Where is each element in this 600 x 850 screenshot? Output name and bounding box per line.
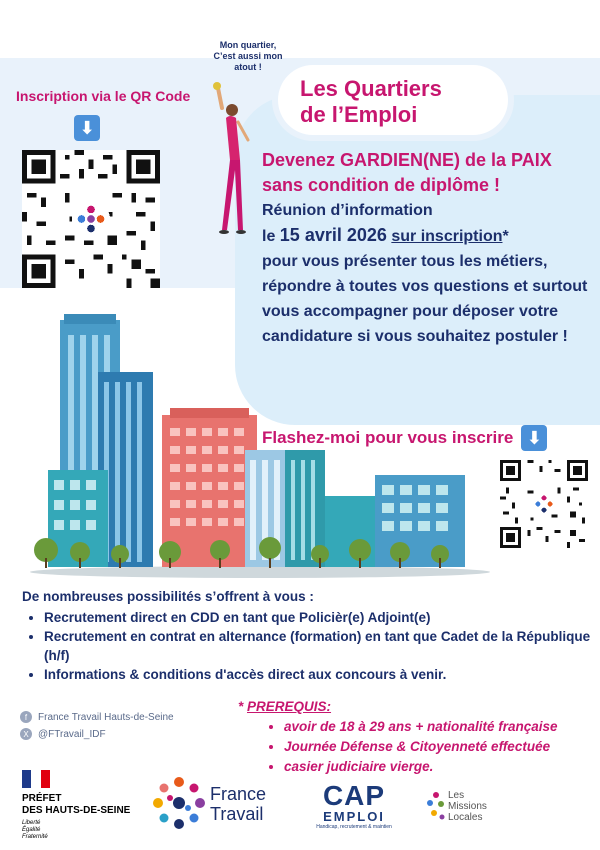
list-item: • avoir de 18 à 29 ans + nationalité française — [284, 717, 598, 737]
qr-code-registration[interactable] — [22, 150, 160, 288]
prerequisites-heading — [238, 697, 598, 717]
cap-word: CAP — [322, 780, 386, 811]
arrow-down-icon: ⬇ — [521, 425, 547, 451]
prereq-star: * — [238, 699, 248, 714]
ft-word-1: France — [210, 784, 267, 804]
facebook-handle: France Travail Hauts-de-Seine — [38, 711, 174, 723]
prerequisites-list — [238, 717, 598, 777]
opportunities-list — [22, 608, 592, 684]
marianne-flag-icon — [22, 770, 50, 788]
cap-emploi-logo — [308, 782, 400, 830]
motto-3: Fraternité — [22, 834, 48, 840]
ml-word-1: Les — [448, 790, 465, 801]
list-item: • Informations & conditions d'accès direct aux concours à venir. — [44, 665, 592, 684]
ml-word-3: Locales — [448, 812, 483, 823]
list-item: • Journée Défense & Citoyenneté effectuée — [284, 737, 598, 757]
qr-code-label: Inscription via le QR Code — [16, 88, 191, 104]
prefet-line-1: PRÉFET — [22, 793, 62, 804]
opportunities-intro: De nombreuses possibilités s’offrent à vous : — [22, 589, 314, 604]
title-line-1: Les Quartiers — [300, 76, 442, 101]
motto-1: Liberté — [22, 820, 41, 826]
x-link[interactable] — [20, 728, 106, 740]
inscription-link[interactable]: sur inscription — [391, 228, 503, 245]
missions-locales-logo-icon — [425, 790, 447, 822]
x-icon: X — [20, 728, 32, 740]
list-item: • casier judiciaire vierge. — [284, 757, 598, 777]
asterisk: * — [502, 228, 509, 245]
headline-line-2: sans condition de diplôme ! — [262, 175, 501, 195]
qr-code-flash[interactable] — [500, 460, 588, 548]
main-body: pour vous présenter tous les métiers, répondre à toutes vos questions et surtout vous accompagner pour déposer votre candidature si vous souhaitez postuler ! — [262, 253, 588, 345]
prefet-motto — [22, 820, 152, 841]
title-line-2: de l’Emploi — [300, 102, 418, 127]
page-title — [300, 76, 500, 128]
france-travail-logo-icon — [150, 774, 208, 832]
missions-locales-logo-text — [448, 790, 487, 823]
cap-tagline: Handicap, recrutement & maintien — [316, 824, 392, 830]
facebook-link[interactable] — [20, 711, 174, 723]
headline-line-1: Devenez GARDIEN(NE) de la PAIX — [262, 150, 552, 170]
speech-bubble: Mon quartier, C’est aussi mon atout ! — [213, 40, 283, 72]
emploi-word: EMPLOI — [323, 809, 385, 824]
event-date: 15 avril 2026 — [279, 225, 387, 245]
france-travail-logo-text — [210, 784, 266, 824]
opportunities-section — [22, 587, 592, 684]
list-item: • Recrutement en contrat en alternance (formation) en tant que Cadet de la République (h/f) — [44, 627, 592, 665]
arrow-down-icon: ⬇ — [74, 115, 100, 141]
ft-word-2: Travail — [210, 804, 264, 824]
flash-text: Flashez-moi pour vous inscrire — [262, 428, 514, 447]
prefet-logo — [22, 770, 152, 841]
list-item: • Recrutement direct en CDD en tant que Policièr(e) Adjoint(e) — [44, 608, 592, 627]
facebook-icon: f — [20, 711, 32, 723]
date-line — [262, 223, 592, 249]
motto-2: Égalité — [22, 827, 41, 833]
x-handle: @FTravail_IDF — [38, 728, 106, 740]
ml-word-2: Missions — [448, 801, 487, 812]
city-buildings-illustration — [20, 300, 500, 580]
reunion-label: Réunion d’information — [262, 202, 433, 219]
prefet-line-2: DES HAUTS-DE-SEINE — [22, 805, 131, 816]
jumping-person-illustration — [200, 80, 260, 240]
prereq-label: PREREQUIS: — [247, 699, 332, 714]
date-prefix: le — [262, 228, 280, 245]
prerequisites-section — [238, 697, 598, 777]
